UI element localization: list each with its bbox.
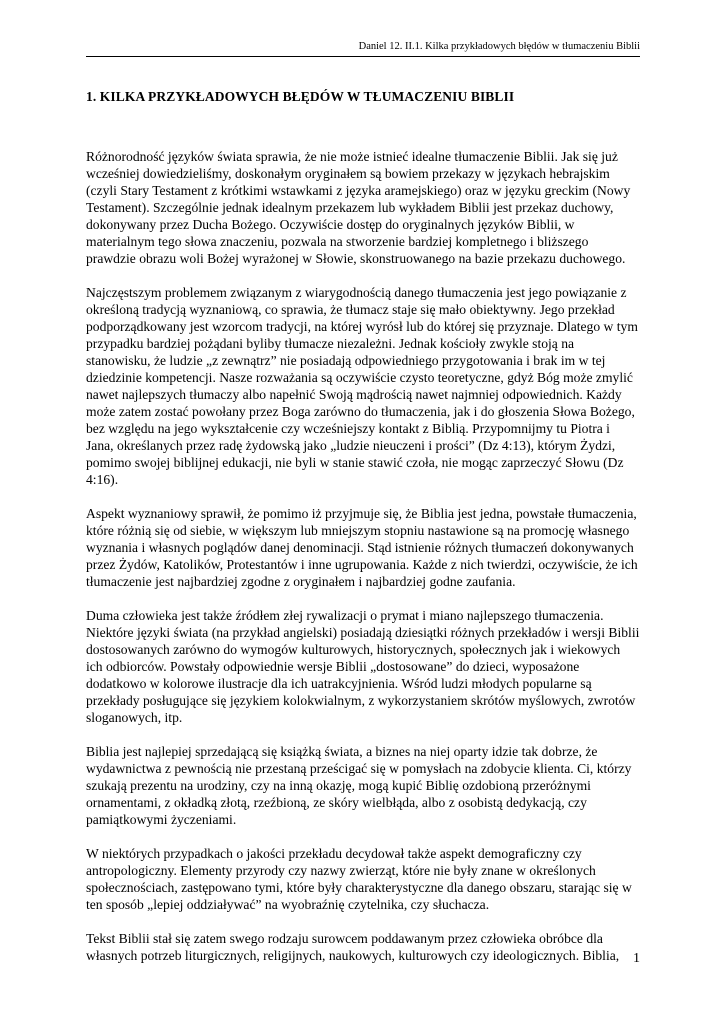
paragraph: Aspekt wyznaniowy sprawił, że pomimo iż przyjmuje się, że Biblia jest jedna, powstałe tłumaczenia, które różnią się od siebie, w większym lub mniejszym stopniu nastawione są na promocję własnego wyznania i własnych poglądów danej denominacji. Stąd istnienie różnych tłumaczeń dokonywanych przez Żydów, Katolików, Protestantów i inne ugrupowania. Każde z nich twierdzi, oczywiście, że ich tłumaczenie jest najbardziej zgodne z oryginałem i najbardziej godne zaufania.: [86, 506, 638, 589]
paragraph: Najczęstszym problemem związanym z wiarygodnością danego tłumaczenia jest jego powiązanie z określoną tradycją wyznaniową, co sprawia, że tłumacz staje się mało obiektywny. Jego przekład podporządkowany jest wzorcom tradycji, na której wyrósł lub do której się przyznaje. Dlatego w tym przypadku bardziej pożądani byliby tłumacze niezależni. Jednak kościoły zwykle stoją na stanowisku, że ludzie „z zewnątrz” nie posiadają odpowiedniego przygotowania i brak im w tej dziedzinie kompetencji. Nasze rozważania są oczywiście czysto teoretyczne, gdyż Bóg może zmylić nawet najlepszych tłumaczy albo napełnić Swoją mądrością nawet najmniej odpowiednich. Każdy może zatem zostać powołany przez Boga zarówno do tłumaczenia, jak i do głoszenia Słowa Bożego, bez względu na jego wykształcenie czy wcześniejszy kontakt z Biblią. Przypomnijmy tu Piotra i Jana, określanych przez radę żydowską jako „ludzie nieuczeni i prości” (Dz 4:13), którym Żydzi, pomimo swojej biblijnej edukacji, nie byli w stanie stawić czoła, nie mogąc zaprzeczyć Słowu (Dz 4:16).: [86, 285, 638, 487]
paragraph: Biblia jest najlepiej sprzedającą się książką świata, a biznes na niej oparty idzie tak dobrze, że wydawnictwa z pewnością nie przestaną prześcigać się w pomysłach na zdobycie klienta. Ci, którzy szukają prezentu na urodziny, czy na inną okazję, mogą kupić Biblię ozdobioną przeróżnymi ornamentami, z okładką złotą, rzeźbioną, ze skóry wielbłąda, albo z osobistą dedykacją, czy pamiątkowymi życzeniami.: [86, 744, 632, 827]
paragraph: W niektórych przypadkach o jakości przekładu decydował także aspekt demograficzny czy antropologiczny. Elementy przyrody czy nazwy zwierząt, które nie były znane w określonych społecznościach, zastępowano tymi, które były charakterystyczne dla danego obszaru, starając się w ten sposób „lepiej oddziaływać” na wyobraźnię czytelnika, czy słuchacza.: [86, 846, 632, 912]
body-text: [86, 148, 640, 981]
page-number: 1: [633, 951, 640, 966]
chapter-title: 1. KILKA PRZYKŁADOWYCH BŁĘDÓW W TŁUMACZENIU BIBLII: [86, 89, 515, 104]
paragraph: Duma człowieka jest także źródłem złej rywalizacji o prymat i miano najlepszego tłumaczenia. Niektóre języki świata (na przykład angielski) posiadają dziesiątki różnych przekładów i wersji Biblii dostosowanych zarówno do wymogów kulturowych, historycznych, społecznych jak i wiekowych ich odbiorców. Powstały odpowiednie wersje Biblii „dostosowane” do dzieci, wyposażone dodatkowo w kolorowe ilustracje dla ich uatrakcyjnienia. Wśród ludzi młodych popularne są przekłady posługujące się językiem kolokwialnym, z wykorzystaniem skrótów myślowych, zwrotów sloganowych, itp.: [86, 608, 640, 725]
paragraph: Różnorodność języków świata sprawia, że nie może istnieć idealne tłumaczenie Biblii. Jak się już wcześniej dowiedzieliśmy, doskonałym oryginałem są bowiem przekazy w językach hebrajskim (czyli Stary Testament z krótkimi wstawkami z języka aramejskiego) oraz w języku greckim (Nowy Testament). Szczególnie jednak idealnym przekazem lub wykładem Biblii jest przekaz duchowy, dokonywany przez Ducha Bożego. Oczywiście dostęp do oryginalnych języków Biblii, w materialnym tego słowa znaczeniu, pozwala na stworzenie bardziej kompletnego i bliższego prawdzie obrazu woli Bożej wyrażonej w Słowie, skonstruowanego na bazie przekazu duchowego.: [86, 149, 631, 266]
paragraph: Tekst Biblii stał się zatem swego rodzaju surowcem poddawanym przez człowieka obróbce dla własnych potrzeb liturgicznych, religijnych, naukowych, kulturowych czy ideologicznych. Biblia,: [86, 931, 620, 963]
running-header: Daniel 12. II.1. Kilka przykładowych błędów w tłumaczeniu Biblii: [86, 40, 640, 57]
